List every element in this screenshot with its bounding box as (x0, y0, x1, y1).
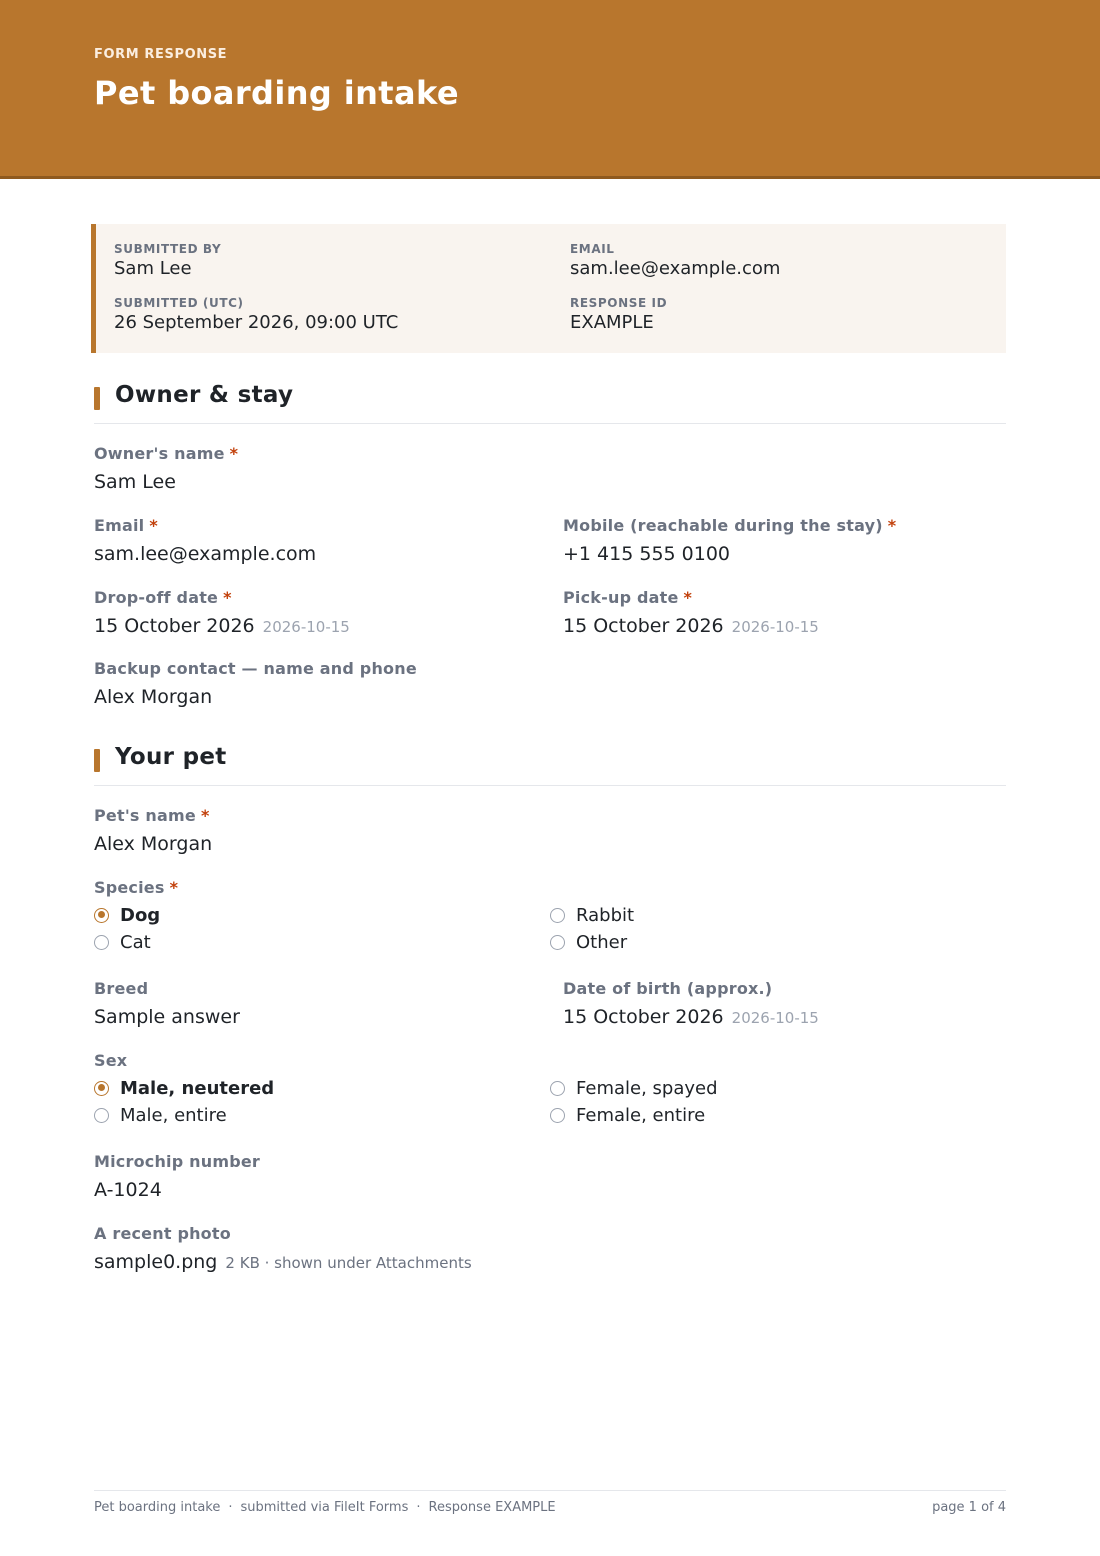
field-species (94, 878, 178, 898)
sex-option-male-neutered[interactable] (94, 1076, 274, 1100)
species-option-cat[interactable] (94, 930, 151, 954)
iso-date: 2026-10-15 (731, 1009, 819, 1027)
field-label (94, 806, 212, 826)
field-label: Backup contact — name and phone (94, 659, 417, 678)
option-label: Other (576, 931, 628, 953)
meta-email (570, 242, 780, 280)
field-label (94, 444, 238, 464)
species-option-dog[interactable] (94, 903, 160, 927)
sex-option-female-entire[interactable] (550, 1103, 705, 1127)
radio-empty-icon[interactable] (550, 908, 565, 923)
footer-separator: · (228, 1500, 233, 1515)
sex-option-female-spayed[interactable] (550, 1076, 718, 1100)
meta-value: EXAMPLE (570, 312, 654, 333)
meta-label: SUBMITTED BY (114, 242, 222, 256)
section-title: Owner & stay (115, 382, 294, 408)
field-value: Sample answer (94, 1006, 240, 1028)
field-pickup-date (563, 588, 819, 639)
field-breed (94, 979, 240, 1029)
section-title: Your pet (115, 744, 227, 770)
field-label-text: Pet's name (94, 806, 196, 825)
field-value (563, 614, 819, 639)
field-value: sam.lee@example.com (94, 543, 317, 565)
required-marker: * (169, 878, 179, 897)
iso-date: 2026-10-15 (731, 618, 819, 636)
section-accent-bar (94, 387, 100, 410)
page-number: page 1 of 4 (932, 1500, 1006, 1515)
field-label: Breed (94, 979, 149, 998)
meta-label: RESPONSE ID (570, 296, 668, 310)
option-label: Female, spayed (576, 1077, 718, 1099)
meta-value: sam.lee@example.com (570, 258, 781, 279)
field-label (563, 516, 896, 536)
field-label-text: Owner's name (94, 444, 225, 463)
meta-submitted-by (114, 242, 221, 280)
required-marker: * (200, 806, 210, 825)
field-value: Sam Lee (94, 471, 176, 493)
field-label-text: Pick-up date (563, 588, 679, 607)
field-email (94, 516, 316, 566)
option-label: Female, entire (576, 1104, 706, 1126)
header-kicker: FORM RESPONSE (94, 47, 228, 62)
sex-option-male-entire[interactable] (94, 1103, 227, 1127)
field-recent-photo (94, 1224, 472, 1275)
field-label: Sex (94, 1051, 128, 1070)
footer-form-name: Pet boarding intake (94, 1500, 221, 1515)
option-label: Dog (120, 904, 161, 926)
field-sex (94, 1051, 127, 1071)
field-label-text: Mobile (reachable during the stay) (563, 516, 883, 535)
field-value (94, 1250, 472, 1275)
required-marker: * (229, 444, 239, 463)
field-label: Microchip number (94, 1152, 261, 1171)
field-value: Alex Morgan (94, 686, 213, 708)
option-label: Male, entire (120, 1104, 227, 1126)
field-value (563, 1005, 819, 1030)
required-marker: * (887, 516, 897, 535)
section-owner-stay (94, 376, 1006, 424)
radio-selected-icon[interactable] (94, 908, 109, 923)
field-dropoff-date (94, 588, 350, 639)
field-label (94, 588, 350, 608)
radio-empty-icon[interactable] (550, 935, 565, 950)
required-marker: * (149, 516, 158, 535)
footer-via: submitted via FileIt Forms (240, 1500, 409, 1515)
field-label-text: Drop-off date (94, 588, 219, 607)
attachment-filename[interactable]: sample0.png (94, 1251, 218, 1273)
species-option-rabbit[interactable] (550, 903, 634, 927)
field-label (94, 516, 316, 536)
field-label: A recent photo (94, 1224, 231, 1243)
meta-label: SUBMITTED (UTC) (114, 296, 244, 310)
option-label: Cat (120, 931, 151, 953)
submission-meta (91, 224, 1006, 353)
meta-value: 26 September 2026, 09:00 UTC (114, 312, 399, 333)
field-date-of-birth (563, 979, 819, 1030)
field-label: Date of birth (approx.) (563, 979, 773, 998)
field-mobile (563, 516, 896, 566)
meta-response-id (570, 296, 667, 334)
radio-empty-icon[interactable] (94, 1108, 109, 1123)
section-accent-bar (94, 749, 100, 772)
footer-response: Response EXAMPLE (428, 1500, 556, 1515)
page-title: Pet boarding intake (94, 74, 459, 112)
meta-label: EMAIL (570, 242, 615, 256)
meta-value: Sam Lee (114, 258, 192, 279)
field-value (94, 614, 350, 639)
field-label-text: Email (94, 516, 145, 535)
field-value: Alex Morgan (94, 833, 213, 855)
date-value: 15 October 2026 (563, 1006, 724, 1028)
footer-separator: · (416, 1500, 421, 1515)
field-value: A-1024 (94, 1179, 162, 1201)
field-label (94, 878, 178, 898)
field-microchip (94, 1152, 260, 1202)
option-label: Rabbit (576, 904, 635, 926)
form-header (0, 0, 1100, 179)
section-your-pet (94, 738, 1006, 786)
radio-empty-icon[interactable] (550, 1108, 565, 1123)
field-pet-name (94, 806, 212, 856)
meta-submitted-utc (114, 296, 398, 334)
page-footer (94, 1490, 1006, 1515)
field-owner-name (94, 444, 238, 494)
field-value: +1 415 555 0100 (563, 543, 731, 565)
field-label (563, 588, 819, 608)
radio-empty-icon[interactable] (94, 935, 109, 950)
date-value: 15 October 2026 (563, 615, 724, 637)
option-label: Male, neutered (120, 1077, 275, 1099)
radio-selected-icon[interactable] (94, 1081, 109, 1096)
attachment-info: 2 KB · shown under Attachments (225, 1254, 472, 1272)
required-marker: * (223, 588, 232, 607)
required-marker: * (683, 588, 693, 607)
field-label-text: Species (94, 878, 165, 897)
field-backup-contact (94, 659, 417, 709)
date-value: 15 October 2026 (94, 615, 255, 637)
radio-empty-icon[interactable] (550, 1081, 565, 1096)
iso-date: 2026-10-15 (262, 618, 350, 636)
species-option-other[interactable] (550, 930, 627, 954)
